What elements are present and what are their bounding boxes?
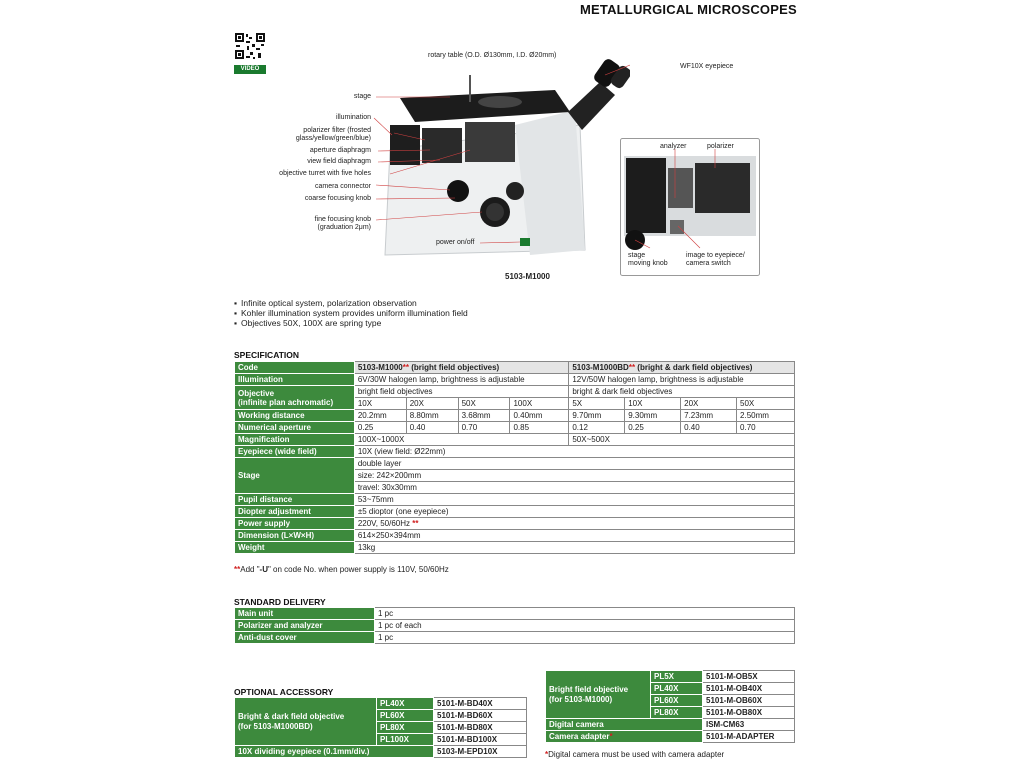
table-cell: Objective (infinite plan achromatic) [235,386,355,410]
table-row [235,608,795,620]
table-row [235,506,795,518]
table-row [235,620,795,632]
optional-bd-table [234,697,527,758]
illumination-box [390,125,420,165]
table-row [235,446,795,458]
table-row [235,698,527,710]
microscope-illustration [330,50,630,265]
table-row [235,434,795,446]
table-cell: travel: 30x30mm [354,482,794,494]
table-cell: 0.85 [510,422,569,434]
table-cell: PL80X [651,707,703,719]
table-cell: 20X [406,398,458,410]
label-stage: stage [353,93,371,100]
feature-list [234,298,468,328]
table-cell: PL60X [651,695,703,707]
table-row [235,632,795,644]
table-cell: 0.40 [681,422,737,434]
delivery-table [234,607,795,644]
optional-footnote: *Digital camera must be used with camera adapter [545,750,725,759]
table-cell: Diopter adjustment [235,506,355,518]
table-cell: 1 pc [375,632,795,644]
label-analyzer: analyzer [660,143,687,150]
table-cell: Code [235,362,355,374]
spec-table [234,361,795,554]
power-switch [520,238,530,246]
table-cell: 20.2mm [354,410,406,422]
label-camera-connector: camera connector [314,183,371,190]
table-cell: bright field objectives [354,386,569,398]
table-cell: 5101-M-OB5X [703,671,795,683]
table-cell: PL5X [651,671,703,683]
spec-heading: SPECIFICATION [234,350,300,360]
table-cell: bright & dark field objectives [569,386,795,398]
table-cell: 0.40 [406,422,458,434]
coarse-knob [447,180,469,202]
table-cell: PL40X [377,698,434,710]
label-power: power on/off [436,239,475,246]
table-row [235,422,795,434]
table-cell: 7.23mm [681,410,737,422]
table-row [235,542,795,554]
table-cell: Pupil distance [235,494,355,506]
qr-code-icon [234,32,266,60]
table-row [235,458,795,470]
table-cell: 5101-M-BD40X [434,698,527,710]
table-cell: Illumination [235,374,355,386]
table-cell: 8.80mm [406,410,458,422]
table-row [235,386,795,398]
table-cell: ±5 dioptor (one eyepiece) [354,506,794,518]
table-cell: PL80X [377,722,434,734]
table-cell: 614×250×394mm [354,530,794,542]
table-row [235,530,795,542]
table-cell: Eyepiece (wide field) [235,446,355,458]
optional-bf-table [545,670,795,743]
table-cell: 6V/30W halogen lamp, brightness is adjustable [354,374,569,386]
table-cell: 3.68mm [458,410,510,422]
table-cell: Numerical aperture [235,422,355,434]
code-b: 5103-M1000BD** (bright & dark field objectives) [569,362,795,374]
table-cell: 10X dividing eyepiece (0.1mm/div.) [235,746,434,758]
list-item: ▪ Kohler illumination system provides uniform illumination field [234,308,468,318]
table-cell: 5X [569,398,625,410]
label-stage-knob: stage moving knob [628,252,668,267]
table-cell: Dimension (L×W×H) [235,530,355,542]
label-coarse-knob: coarse focusing knob [304,195,371,202]
label-eyepiece: WF10X eyepiece [680,63,734,70]
qr-code[interactable] [234,32,266,70]
table-cell: 10X [625,398,681,410]
table-cell: 100X~1000X [354,434,569,446]
label-camera-switch: image to eyepiece/ camera switch [686,252,745,267]
diaphragm-module [422,128,462,163]
table-cell: 1 pc of each [375,620,795,632]
table-cell: 0.25 [354,422,406,434]
table-cell: 50X [737,398,795,410]
table-cell: 9.70mm [569,410,625,422]
label-polarizer: polarizer [707,143,734,150]
label-view-field: view field diaphragm [307,158,371,165]
code-a: 5103-M1000** (bright field objectives) [354,362,569,374]
page-title: METALLURGICAL MICROSCOPES [580,2,797,17]
table-cell: 0.70 [737,422,795,434]
table-cell: 5101-M-OB40X [703,683,795,695]
table-cell: Bright field objective (for 5103-M1000) [546,671,651,719]
table-cell: 5103-M-EPD10X [434,746,527,758]
table-cell: Power supply [235,518,355,530]
table-cell: 10X (view field: Ø22mm) [354,446,794,458]
table-cell: 12V/50W halogen lamp, brightness is adjustable [569,374,795,386]
table-cell: Weight [235,542,355,554]
label-aperture: aperture diaphragm [309,147,371,154]
table-cell: 5101-M-BD100X [434,734,527,746]
table-row [235,494,795,506]
table-cell: size: 242×200mm [354,470,794,482]
table-cell: 10X [354,398,406,410]
table-row [235,362,795,374]
table-cell: 100X [510,398,569,410]
table-row [546,671,795,683]
label-rotary-table: rotary table (O.D. Ø130mm, I.D. Ø20mm) [428,52,557,59]
table-cell: Stage [235,458,355,494]
table-cell: 5101-M-OB80X [703,707,795,719]
table-cell: 53~75mm [354,494,794,506]
table-row [235,746,527,758]
table-cell: 5101-M-BD80X [434,722,527,734]
table-row [235,374,795,386]
table-cell: Digital camera [546,719,703,731]
label-illumination: illumination [335,114,371,121]
list-item: ▪ Infinite optical system, polarization observation [234,298,468,308]
table-cell: ISM-CM63 [703,719,795,731]
table-cell: 9.30mm [625,410,681,422]
table-cell: 5101-M-BD60X [434,710,527,722]
table-row [546,731,795,743]
table-cell: 1 pc [375,608,795,620]
table-cell: 2.50mm [737,410,795,422]
table-cell: Anti-dust cover [235,632,375,644]
optional-heading: OPTIONAL ACCESSORY [234,687,334,697]
table-cell: 220V, 50/60Hz ** [354,518,794,530]
delivery-heading: STANDARD DELIVERY [234,597,326,607]
table-cell: 13kg [354,542,794,554]
table-cell: 0.25 [625,422,681,434]
table-cell: 0.40mm [510,410,569,422]
table-cell: 50X [458,398,510,410]
table-cell: Main unit [235,608,375,620]
table-cell: PL100X [377,734,434,746]
table-cell: Magnification [235,434,355,446]
table-cell: Bright & dark field objective (for 5103-M1000BD) [235,698,377,746]
qr-video-label: VIDEO [234,65,266,74]
table-row [235,518,795,530]
table-cell: Working distance [235,410,355,422]
spec-note: **Add "-U" on code No. when power supply is 110V, 50/60Hz [234,565,449,574]
list-item: ▪ Objectives 50X, 100X are spring type [234,318,468,328]
objective-turret [465,122,515,162]
table-cell: double layer [354,458,794,470]
table-row [235,410,795,422]
label-turret: objective turret with five holes [279,170,371,177]
table-cell: Camera adapter* [546,731,703,743]
label-fine-knob: fine focusing knob (graduation 2μm) [314,216,371,231]
rotary-table [478,96,522,108]
model-caption: 5103-M1000 [505,272,550,281]
table-cell: 0.12 [569,422,625,434]
table-cell: 5101-M-OB60X [703,695,795,707]
table-cell: PL40X [651,683,703,695]
table-cell: 5101-M-ADAPTER [703,731,795,743]
table-row [546,719,795,731]
table-cell: 50X~500X [569,434,795,446]
table-cell: PL60X [377,710,434,722]
table-cell: Polarizer and analyzer [235,620,375,632]
table-cell: 20X [681,398,737,410]
table-cell: 0.70 [458,422,510,434]
label-polarizer-filter: polarizer filter (frosted glass/yellow/green/blue) [295,127,371,142]
